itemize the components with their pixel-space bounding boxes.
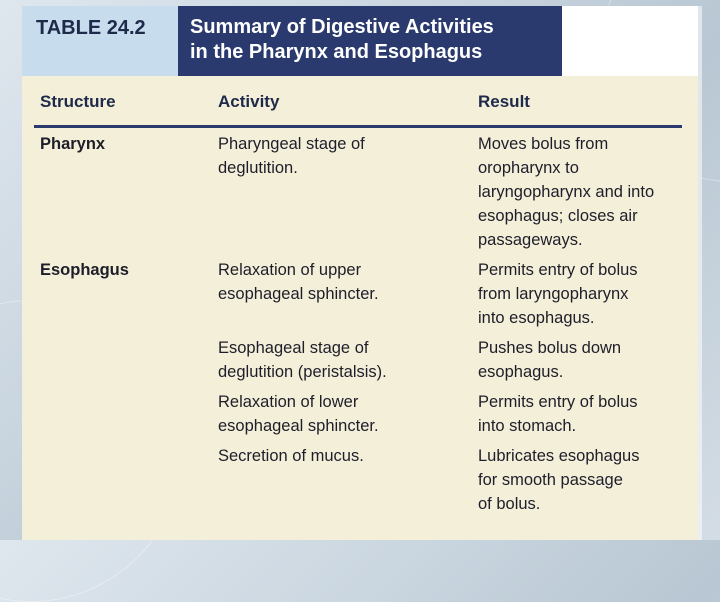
table-header-band — [22, 6, 698, 76]
result-line: Pushes bolus down — [478, 339, 622, 357]
row-1-activity — [218, 132, 365, 180]
row-1-structure: Pharynx — [40, 135, 106, 153]
activity-line: Pharyngeal stage of — [218, 135, 365, 153]
activity-line: Relaxation of lower — [218, 393, 359, 411]
row-4-result — [478, 390, 638, 438]
activity-line: deglutition (peristalsis). — [218, 363, 387, 381]
column-header-structure: Structure — [40, 92, 116, 111]
result-line: esophagus. — [478, 363, 564, 381]
row-2-result — [478, 258, 638, 330]
row-2-activity — [218, 258, 379, 306]
summary-table — [22, 6, 698, 540]
result-line: Moves bolus from — [478, 135, 609, 153]
result-line: Permits entry of bolus — [478, 393, 638, 411]
activity-line: deglutition. — [218, 159, 298, 177]
row-1-result — [478, 132, 654, 252]
row-5-activity — [218, 444, 364, 468]
result-line: oropharynx to — [478, 159, 579, 177]
result-line: esophagus; closes air — [478, 207, 638, 225]
slide-edge — [698, 6, 702, 540]
result-line: Lubricates esophagus — [478, 447, 640, 465]
table-number: TABLE 24.2 — [22, 6, 178, 76]
table-title-line-2: in the Pharynx and Esophagus — [190, 41, 483, 63]
result-line: into stomach. — [478, 417, 577, 435]
result-line: laryngopharynx and into — [478, 183, 655, 201]
result-line: of bolus. — [478, 495, 541, 513]
row-3-result — [478, 336, 621, 384]
result-line: into esophagus. — [478, 309, 595, 327]
table-title — [178, 6, 562, 76]
activity-line: Secretion of mucus. — [218, 447, 364, 465]
header-rule — [34, 125, 682, 128]
column-header-result: Result — [478, 92, 530, 111]
result-line: from laryngopharynx — [478, 285, 629, 303]
row-4-activity — [218, 390, 379, 438]
row-5-result — [478, 444, 639, 516]
result-line: for smooth passage — [478, 471, 623, 489]
result-line: passageways. — [478, 231, 583, 249]
column-header-activity: Activity — [218, 92, 280, 111]
activity-line: esophageal sphincter. — [218, 285, 379, 303]
activity-line: Esophageal stage of — [218, 339, 369, 357]
result-line: Permits entry of bolus — [478, 261, 638, 279]
row-2-structure: Esophagus — [40, 261, 129, 279]
activity-line: esophageal sphincter. — [218, 417, 379, 435]
row-3-activity — [218, 336, 387, 384]
activity-line: Relaxation of upper — [218, 261, 362, 279]
table-title-line-1: Summary of Digestive Activities — [190, 16, 494, 38]
